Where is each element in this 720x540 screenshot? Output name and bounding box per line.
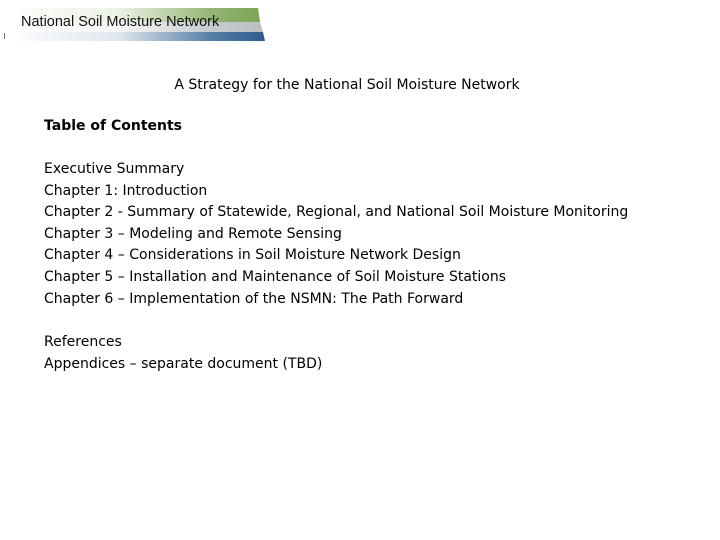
- appendices-item: Appendices – separate document (TBD): [44, 355, 323, 372]
- banner-title: National Soil Moisture Network: [21, 14, 220, 30]
- toc-heading: Table of Contents: [44, 118, 183, 134]
- toc-item-chapter-3: Chapter 3 – Modeling and Remote Sensing: [44, 225, 342, 242]
- header-banner: [0, 6, 265, 42]
- toc-list: [44, 159, 628, 310]
- banner-tick-mark: [4, 33, 5, 39]
- toc-item-chapter-5: Chapter 5 – Installation and Maintenance of Soil Moisture Stations: [44, 268, 507, 285]
- references-list: [44, 332, 322, 375]
- toc-item-chapter-4: Chapter 4 – Considerations in Soil Moisture Network Design: [44, 247, 461, 264]
- toc-item-chapter-2: Chapter 2 - Summary of Statewide, Regional, and National Soil Moisture Monitoring: [44, 204, 629, 221]
- references-item: References: [44, 334, 122, 350]
- toc-item-chapter-1: Chapter 1: Introduction: [44, 182, 208, 199]
- toc-item-chapter-6: Chapter 6 – Implementation of the NSMN: The Path Forward: [44, 290, 464, 307]
- toc-item-executive-summary: Executive Summary: [44, 161, 185, 177]
- document-title: A Strategy for the National Soil Moisture Network: [174, 77, 520, 93]
